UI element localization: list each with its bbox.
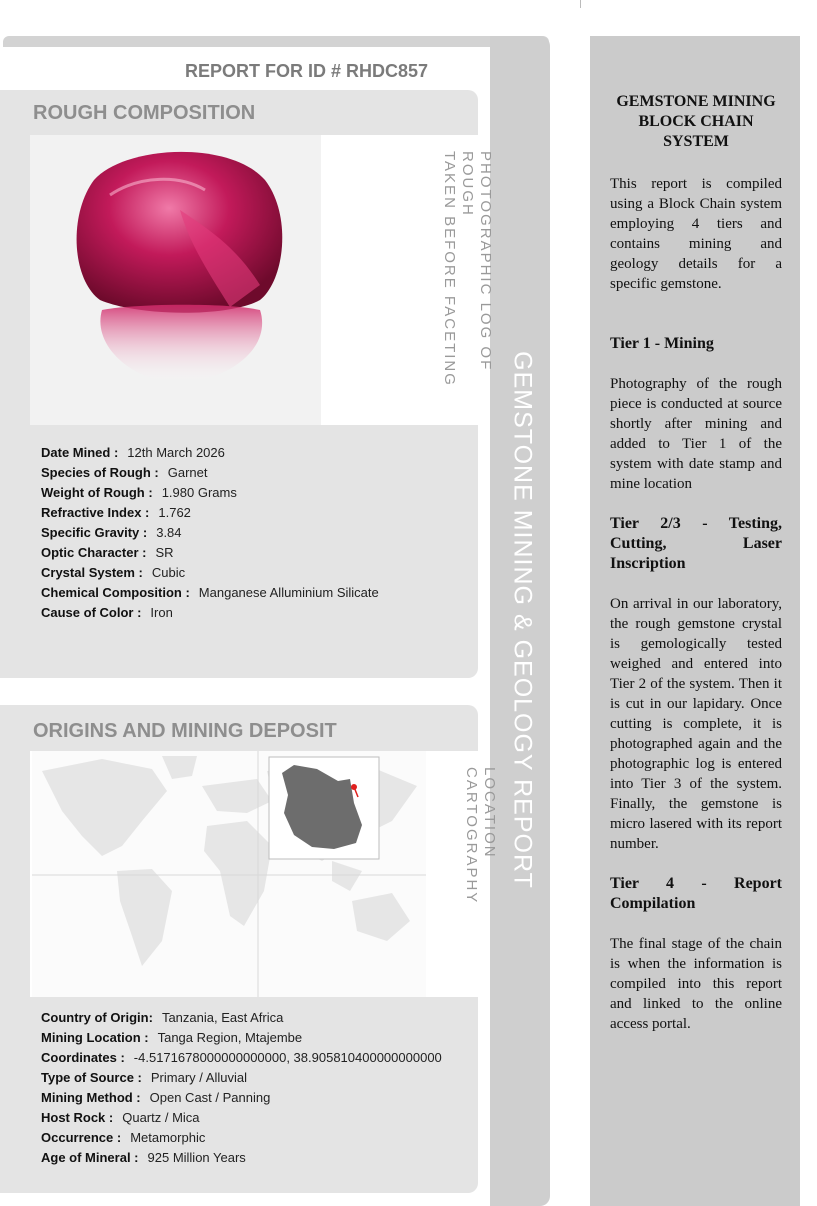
detail-value: 1.980 Grams: [161, 485, 237, 500]
detail-label: Chemical Composition :: [41, 585, 190, 600]
strip-title: GEMSTONE MINING & GEOLOGY REPORT: [508, 351, 537, 889]
detail-label: Age of Mineral :: [41, 1150, 139, 1165]
report-id-heading: REPORT FOR ID # RHDC857: [185, 61, 429, 81]
detail-value: SR: [155, 545, 174, 560]
detail-row-optic-character: [41, 543, 379, 563]
panel-intro: This report is compiled using a Block Chain system employing 4 tiers and contains mining and geology details for a specific gemstone.: [610, 176, 782, 292]
detail-row-chemical-composition: [41, 583, 379, 603]
detail-row-crystal-system: [41, 563, 379, 583]
tier23-text: On arrival in our laboratory, the rough gemstone crystal is gemologically tested weighed and entered into Tier 2 of the system. Then it is cut in our lapidary. Once cutting is complete, it is photographed again and the photographic log is entered into Tier 3 of the system. Finally, the gemstone is micro lasered with its report number.: [610, 596, 782, 852]
detail-row-mining-method: [41, 1088, 442, 1108]
detail-row-mining-location: [41, 1028, 442, 1048]
origins-title: ORIGINS AND MINING DEPOSIT: [33, 720, 337, 742]
detail-row-species: [41, 463, 379, 483]
detail-row-coordinates: [41, 1048, 442, 1068]
blockchain-info-panel: [590, 36, 800, 1206]
detail-row-refractive-index: [41, 503, 379, 523]
photo-caption-line-1: PHOTOGRAPHIC LOG OF ROUGH: [459, 151, 494, 372]
blockchain-info-content: [610, 92, 782, 1054]
detail-row-source-type: [41, 1068, 442, 1088]
detail-label: Weight of Rough :: [41, 485, 153, 500]
detail-value: 925 Million Years: [147, 1150, 246, 1165]
detail-row-mineral-age: [41, 1148, 442, 1168]
rough-photo-area: [30, 135, 494, 425]
world-map: [32, 751, 426, 997]
detail-label: Species of Rough :: [41, 465, 159, 480]
detail-label: Host Rock :: [41, 1110, 114, 1125]
rough-details-list: [41, 443, 379, 623]
origins-details-list: [41, 1008, 442, 1168]
photo-caption-line-2: TAKEN BEFORE FACETING: [441, 151, 458, 387]
detail-value: Cubic: [151, 565, 186, 580]
tier23-heading: Tier 2/3 - Testing, Cutting, Laser Inscription: [610, 515, 782, 572]
tier1-heading: Tier 1 - Mining: [610, 335, 714, 352]
detail-label: Mining Method :: [41, 1090, 141, 1105]
garnet-rough-image: [30, 135, 321, 425]
detail-label: Optic Character :: [41, 545, 147, 560]
detail-row-host-rock: [41, 1108, 442, 1128]
top-divider-tick: [580, 0, 581, 8]
detail-value: Open Cast / Panning: [149, 1090, 271, 1105]
world-map-graphic: [32, 751, 426, 997]
detail-value: Manganese Alluminium Silicate: [198, 585, 379, 600]
detail-value: 3.84: [156, 525, 182, 540]
detail-value: -4.5171678000000000000, 38.905810400000000000: [133, 1050, 442, 1065]
detail-label: Coordinates :: [41, 1050, 125, 1065]
detail-label: Occurrence :: [41, 1130, 122, 1145]
detail-value: Iron: [150, 605, 173, 620]
detail-row-date-mined: [41, 443, 379, 463]
photo-caption: [440, 151, 494, 425]
detail-label: Country of Origin:: [41, 1010, 153, 1025]
detail-row-specific-gravity: [41, 523, 379, 543]
detail-value: Quartz / Mica: [122, 1110, 200, 1125]
panel-title: GEMSTONE MINING BLOCK CHAIN SYSTEM: [616, 93, 776, 150]
detail-row-cause-of-color: [41, 603, 379, 623]
detail-label: Specific Gravity :: [41, 525, 148, 540]
detail-label: Type of Source :: [41, 1070, 142, 1085]
rough-composition-title: ROUGH COMPOSITION: [33, 102, 256, 124]
tier1-text: Photography of the rough piece is conducted at source shortly after mining and added to Tier 1 of the system with date stamp and mine location: [610, 376, 782, 492]
detail-label: Mining Location :: [41, 1030, 149, 1045]
detail-value: 12th March 2026: [127, 445, 225, 460]
rough-composition-section: [0, 90, 494, 678]
detail-row-occurrence: [41, 1128, 442, 1148]
map-area: [30, 751, 498, 997]
detail-value: Metamorphic: [130, 1130, 206, 1145]
detail-value: Primary / Alluvial: [150, 1070, 247, 1085]
top-frame-bar: [3, 36, 549, 47]
map-caption: LOCATION CARTOGRAPHY: [463, 767, 498, 905]
detail-value: 1.762: [158, 505, 191, 520]
rough-gemstone-photo: [30, 135, 321, 425]
detail-row-weight: [41, 483, 379, 503]
origins-section: [0, 705, 498, 1193]
detail-value: Garnet: [167, 465, 208, 480]
detail-label: Cause of Color :: [41, 605, 142, 620]
detail-value: Tanga Region, Mtajembe: [157, 1030, 303, 1045]
detail-row-country: [41, 1008, 442, 1028]
tier4-text: The final stage of the chain is when the information is compiled into this report and linked to the online access portal.: [610, 936, 782, 1032]
tier4-heading: Tier 4 - Report Compilation: [610, 875, 782, 912]
detail-value: Tanzania, East Africa: [161, 1010, 284, 1025]
detail-label: Crystal System :: [41, 565, 143, 580]
detail-label: Refractive Index :: [41, 505, 150, 520]
detail-label: Date Mined :: [41, 445, 119, 460]
